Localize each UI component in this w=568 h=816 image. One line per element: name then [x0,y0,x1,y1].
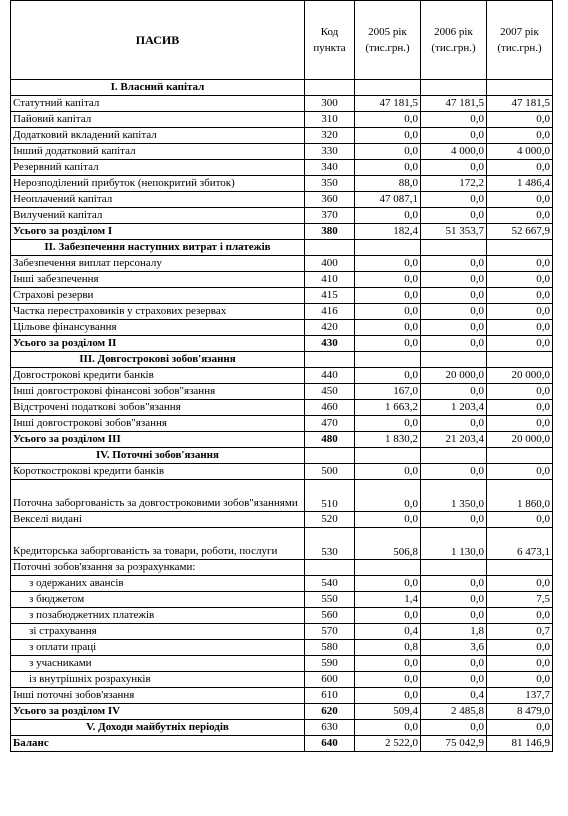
row-code: 460 [305,400,355,416]
row-code: 640 [305,736,355,752]
row-label: Інші поточні зобов'язання [11,688,305,704]
total-row [11,224,553,240]
value-cell-2005: 0,0 [355,336,421,352]
value-cell-2006: 0,0 [421,192,487,208]
row-code: 310 [305,112,355,128]
value-cell-2006: 21 203,4 [421,432,487,448]
row-label: I. Власний капітал [11,80,305,96]
balance-liabilities-table [10,0,553,752]
table-row [11,576,553,592]
value-cell-2007: 20 000,0 [487,432,553,448]
row-label: із внутрішніх розрахунків [11,672,305,688]
value-cell-2006: 172,2 [421,176,487,192]
row-label: з оплати праці [11,640,305,656]
total-row [11,736,553,752]
value-cell-2007: 0,0 [487,464,553,480]
header-year-2007: 2007 рік (тис.грн.) [487,1,553,80]
value-cell-2006: 1 203,4 [421,400,487,416]
value-cell-2005: 167,0 [355,384,421,400]
section-header-row [11,80,553,96]
row-label: Забезпечення виплат персоналу [11,256,305,272]
value-cell-2005: 0,0 [355,720,421,736]
table-row [11,128,553,144]
row-code: 450 [305,384,355,400]
row-label: Усього за розділом І [11,224,305,240]
value-cell-2006: 0,0 [421,320,487,336]
row-code: 380 [305,224,355,240]
row-label: Інші забезпечення [11,272,305,288]
table-row [11,464,553,480]
value-cell-2005: 0,0 [355,656,421,672]
table-row [11,112,553,128]
value-cell-2007: 0,0 [487,672,553,688]
value-cell-2006: 75 042,9 [421,736,487,752]
table-row [11,96,553,112]
value-cell-2005 [355,352,421,368]
row-code: 510 [305,480,355,512]
value-cell-2006 [421,80,487,96]
row-label: Векселі видані [11,512,305,528]
value-cell-2007 [487,80,553,96]
row-code: 400 [305,256,355,272]
value-cell-2005: 47 087,1 [355,192,421,208]
row-code: 440 [305,368,355,384]
value-cell-2005: 0,0 [355,608,421,624]
value-cell-2007: 0,0 [487,720,553,736]
value-cell-2007 [487,448,553,464]
row-label: Вилучений капітал [11,208,305,224]
value-cell-2007: 20 000,0 [487,368,553,384]
table-row [11,256,553,272]
table-row [11,304,553,320]
value-cell-2007: 0,0 [487,320,553,336]
value-cell-2007 [487,560,553,576]
row-label: Інші довгострокові зобов"язання [11,416,305,432]
value-cell-2006: 3,6 [421,640,487,656]
value-cell-2007: 7,5 [487,592,553,608]
row-code: 430 [305,336,355,352]
row-label: V. Доходи майбутніх періодів [11,720,305,736]
value-cell-2006: 0,0 [421,304,487,320]
row-code: 580 [305,640,355,656]
row-label: Короткострокові кредити банків [11,464,305,480]
value-cell-2007: 0,0 [487,656,553,672]
row-label: IV. Поточні зобов'язання [11,448,305,464]
table-row [11,640,553,656]
value-cell-2005: 1 830,2 [355,432,421,448]
row-code: 540 [305,576,355,592]
value-cell-2007: 0,0 [487,304,553,320]
row-label: з учасниками [11,656,305,672]
value-cell-2006: 0,0 [421,112,487,128]
value-cell-2005: 0,0 [355,672,421,688]
table-row [11,208,553,224]
table-row [11,608,553,624]
row-code: 590 [305,656,355,672]
row-label: Додатковий вкладений капітал [11,128,305,144]
row-code: 350 [305,176,355,192]
value-cell-2005: 1 663,2 [355,400,421,416]
row-code: 620 [305,704,355,720]
table-row [11,656,553,672]
value-cell-2007: 0,0 [487,608,553,624]
table-row [11,672,553,688]
row-label: Баланс [11,736,305,752]
value-cell-2005: 0,0 [355,272,421,288]
row-code: 610 [305,688,355,704]
value-cell-2007: 0,0 [487,192,553,208]
value-cell-2006 [421,240,487,256]
value-cell-2005: 1,4 [355,592,421,608]
row-code: 410 [305,272,355,288]
value-cell-2005: 0,0 [355,208,421,224]
section-header-row [11,352,553,368]
value-cell-2007: 8 479,0 [487,704,553,720]
value-cell-2005: 0,0 [355,320,421,336]
value-cell-2007 [487,240,553,256]
value-cell-2007: 0,0 [487,512,553,528]
value-cell-2006: 0,0 [421,384,487,400]
value-cell-2005: 88,0 [355,176,421,192]
row-label: Усього за розділом ІІІ [11,432,305,448]
value-cell-2005: 0,8 [355,640,421,656]
value-cell-2006: 47 181,5 [421,96,487,112]
total-row [11,704,553,720]
value-cell-2005: 506,8 [355,528,421,560]
value-cell-2005: 0,0 [355,288,421,304]
row-code [305,560,355,576]
value-cell-2006: 0,0 [421,512,487,528]
section-header-row [11,240,553,256]
row-code [305,80,355,96]
table-row [11,560,553,576]
value-cell-2007: 0,0 [487,400,553,416]
value-cell-2006: 0,0 [421,592,487,608]
row-label: ІІ. Забезпечення наступних витрат і платежів [11,240,305,256]
value-cell-2006: 0,0 [421,128,487,144]
value-cell-2006 [421,448,487,464]
value-cell-2005: 0,0 [355,576,421,592]
table-row [11,384,553,400]
row-label: Поточні зобов'язання за розрахунками: [11,560,305,576]
value-cell-2007 [487,352,553,368]
value-cell-2005: 0,0 [355,480,421,512]
table-row [11,528,553,560]
value-cell-2005 [355,448,421,464]
row-code: 600 [305,672,355,688]
value-cell-2007: 0,7 [487,624,553,640]
value-cell-2005 [355,240,421,256]
value-cell-2005 [355,80,421,96]
value-cell-2007: 47 181,5 [487,96,553,112]
value-cell-2007: 0,0 [487,336,553,352]
row-code: 330 [305,144,355,160]
row-label: Поточна заборгованість за довгостроковими зобов"язаннями [11,480,305,512]
value-cell-2006: 1 350,0 [421,480,487,512]
value-cell-2006: 0,0 [421,208,487,224]
value-cell-2005: 0,0 [355,688,421,704]
table-header-row [11,1,553,80]
value-cell-2005: 0,0 [355,368,421,384]
value-cell-2006: 0,0 [421,416,487,432]
row-label: Інші довгострокові фінансові зобов"язання [11,384,305,400]
value-cell-2005: 0,0 [355,160,421,176]
value-cell-2006: 0,0 [421,272,487,288]
table-row [11,160,553,176]
table-row [11,624,553,640]
value-cell-2006: 20 000,0 [421,368,487,384]
row-code: 320 [305,128,355,144]
row-code: 416 [305,304,355,320]
value-cell-2005: 509,4 [355,704,421,720]
row-label: з бюджетом [11,592,305,608]
value-cell-2006: 0,0 [421,672,487,688]
value-cell-2007: 81 146,9 [487,736,553,752]
table-row [11,416,553,432]
value-cell-2006: 0,0 [421,336,487,352]
row-code: 300 [305,96,355,112]
value-cell-2006: 2 485,8 [421,704,487,720]
row-code: 570 [305,624,355,640]
row-label: з одержаних авансів [11,576,305,592]
row-code: 480 [305,432,355,448]
row-code: 530 [305,528,355,560]
row-label: Частка перестраховиків у страхових резервах [11,304,305,320]
header-liabilities: ПАСИВ [11,1,305,80]
value-cell-2006: 0,4 [421,688,487,704]
row-code: 420 [305,320,355,336]
header-year-2005: 2005 рік (тис.грн.) [355,1,421,80]
value-cell-2007: 0,0 [487,256,553,272]
value-cell-2007: 0,0 [487,112,553,128]
table-row [11,688,553,704]
row-label: ІІІ. Довгострокові зобов'язання [11,352,305,368]
value-cell-2006: 51 353,7 [421,224,487,240]
table-row [11,400,553,416]
table-row [11,176,553,192]
value-cell-2006 [421,560,487,576]
value-cell-2007: 1 486,4 [487,176,553,192]
value-cell-2007: 0,0 [487,272,553,288]
value-cell-2006: 0,0 [421,608,487,624]
row-label: Пайовий капітал [11,112,305,128]
row-code: 520 [305,512,355,528]
table-row [11,144,553,160]
row-label: Відстрочені податкові зобов"язання [11,400,305,416]
value-cell-2007: 4 000,0 [487,144,553,160]
row-code [305,240,355,256]
value-cell-2007: 1 860,0 [487,480,553,512]
value-cell-2005: 47 181,5 [355,96,421,112]
section-header-row [11,448,553,464]
value-cell-2007: 0,0 [487,576,553,592]
value-cell-2007: 6 473,1 [487,528,553,560]
row-label: Статутний капітал [11,96,305,112]
value-cell-2005: 2 522,0 [355,736,421,752]
value-cell-2007: 0,0 [487,128,553,144]
row-code: 470 [305,416,355,432]
row-code: 500 [305,464,355,480]
value-cell-2006: 0,0 [421,656,487,672]
value-cell-2007: 0,0 [487,384,553,400]
value-cell-2006: 0,0 [421,576,487,592]
value-cell-2005 [355,560,421,576]
row-code [305,352,355,368]
row-code [305,448,355,464]
row-label: Резервний капітал [11,160,305,176]
row-code: 360 [305,192,355,208]
row-label: Усього за розділом IV [11,704,305,720]
table-row [11,272,553,288]
value-cell-2007: 0,0 [487,160,553,176]
table-row [11,592,553,608]
value-cell-2007: 0,0 [487,208,553,224]
row-code: 415 [305,288,355,304]
row-label: Довгострокові кредити банків [11,368,305,384]
value-cell-2006: 0,0 [421,288,487,304]
total-row [11,336,553,352]
value-cell-2006: 0,0 [421,256,487,272]
value-cell-2006: 1,8 [421,624,487,640]
value-cell-2007: 52 667,9 [487,224,553,240]
table-body [11,80,553,752]
row-label: Інший додатковий капітал [11,144,305,160]
value-cell-2005: 0,0 [355,304,421,320]
value-cell-2005: 0,0 [355,112,421,128]
row-label: з позабюджетних платежів [11,608,305,624]
value-cell-2005: 0,0 [355,416,421,432]
total-row [11,432,553,448]
table-row [11,288,553,304]
value-cell-2007: 0,0 [487,640,553,656]
value-cell-2006 [421,352,487,368]
row-code: 630 [305,720,355,736]
value-cell-2005: 0,0 [355,256,421,272]
value-cell-2005: 182,4 [355,224,421,240]
header-year-2006: 2006 рік (тис.грн.) [421,1,487,80]
value-cell-2007: 0,0 [487,416,553,432]
table-row [11,480,553,512]
value-cell-2005: 0,0 [355,144,421,160]
value-cell-2006: 0,0 [421,720,487,736]
header-item-code: Код пункта [305,1,355,80]
row-label: Страхові резерви [11,288,305,304]
value-cell-2005: 0,0 [355,128,421,144]
row-label: Цільове фінансування [11,320,305,336]
value-cell-2005: 0,0 [355,512,421,528]
row-label: зі страхування [11,624,305,640]
value-cell-2006: 0,0 [421,464,487,480]
row-code: 340 [305,160,355,176]
table-row [11,320,553,336]
table-row [11,192,553,208]
value-cell-2007: 0,0 [487,288,553,304]
row-label: Кредиторська заборгованість за товари, роботи, послуги [11,528,305,560]
row-label: Нерозподілений прибуток (непокритий збиток) [11,176,305,192]
value-cell-2005: 0,0 [355,464,421,480]
row-code: 560 [305,608,355,624]
section-header-row [11,720,553,736]
table-row [11,512,553,528]
row-label: Неоплачений капітал [11,192,305,208]
value-cell-2007: 137,7 [487,688,553,704]
row-label: Усього за розділом ІІ [11,336,305,352]
row-code: 370 [305,208,355,224]
table-row [11,368,553,384]
value-cell-2006: 4 000,0 [421,144,487,160]
value-cell-2005: 0,4 [355,624,421,640]
value-cell-2006: 1 130,0 [421,528,487,560]
value-cell-2006: 0,0 [421,160,487,176]
row-code: 550 [305,592,355,608]
